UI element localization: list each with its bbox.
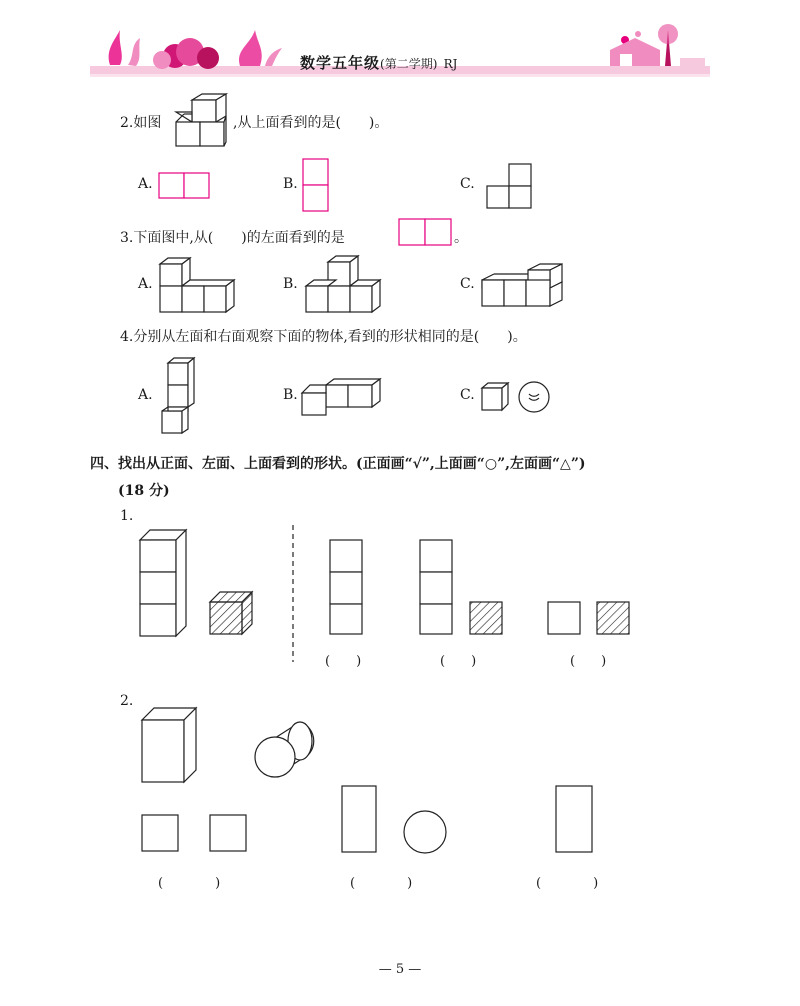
q4-text: 4.分别从左面和右面观察下面的物体,看到的形状相同的是( )。 [120,329,527,345]
page-number: — 5 — [378,962,422,977]
q3-option-c-label: C. [460,276,475,292]
section-four-score: (18 分) [118,483,170,499]
part2-label: 2. [120,693,134,709]
q4-option-b-shape [300,377,386,417]
q3-option-a-shape [156,256,236,316]
part2-figures [130,700,610,860]
header-subject: 数学五年级 [300,54,381,72]
part2-answer-blank-2[interactable]: ( ) [350,876,413,891]
q4-option-b-label: B. [283,387,298,403]
part2-answer-blank-1[interactable]: ( ) [158,876,221,891]
q3-option-c-shape [480,262,570,310]
q4-option-c-shape [480,380,560,416]
q2-option-c-shape [486,163,534,209]
part1-answer-blank-2[interactable]: ( ) [440,654,477,669]
q2-prefix: 2.如图 [120,115,162,131]
q3-prefix: 3.下面图中,从( )的左面看到的是 [120,230,345,246]
part2-answer-blank-3[interactable]: ( ) [536,876,599,891]
part1-label: 1. [120,508,134,524]
header-edition: RJ [443,57,458,71]
part1-answer-blank-3[interactable]: ( ) [570,654,607,669]
q2-option-a-shape [158,172,212,200]
q3-left-view-shape [398,218,454,248]
q2-option-b-label: B. [283,176,298,192]
header-title [300,52,457,73]
q2-option-c-label: C. [460,176,475,192]
q3-option-a-label: A. [138,276,153,292]
header-term: (第二学期) [380,57,438,71]
q2-figure [172,92,232,148]
q4-option-c-label: C. [460,387,475,403]
q3-option-b-shape [302,254,382,316]
q3-option-b-label: B. [283,276,298,292]
q2-option-a-label: A. [138,176,153,192]
q2-option-b-shape [302,158,330,214]
q4-option-a-shape [160,355,200,437]
part1-answer-blank-1[interactable]: ( ) [325,654,362,669]
section-four-title: 四、找出从正面、左面、上面看到的形状。(正面画“√”,上面画“○”,左面画“△”) [90,456,586,472]
q3-suffix: 。 [454,230,468,246]
q4-option-a-label: A. [138,387,153,403]
q2-suffix: ,从上面看到的是( )。 [233,115,389,131]
